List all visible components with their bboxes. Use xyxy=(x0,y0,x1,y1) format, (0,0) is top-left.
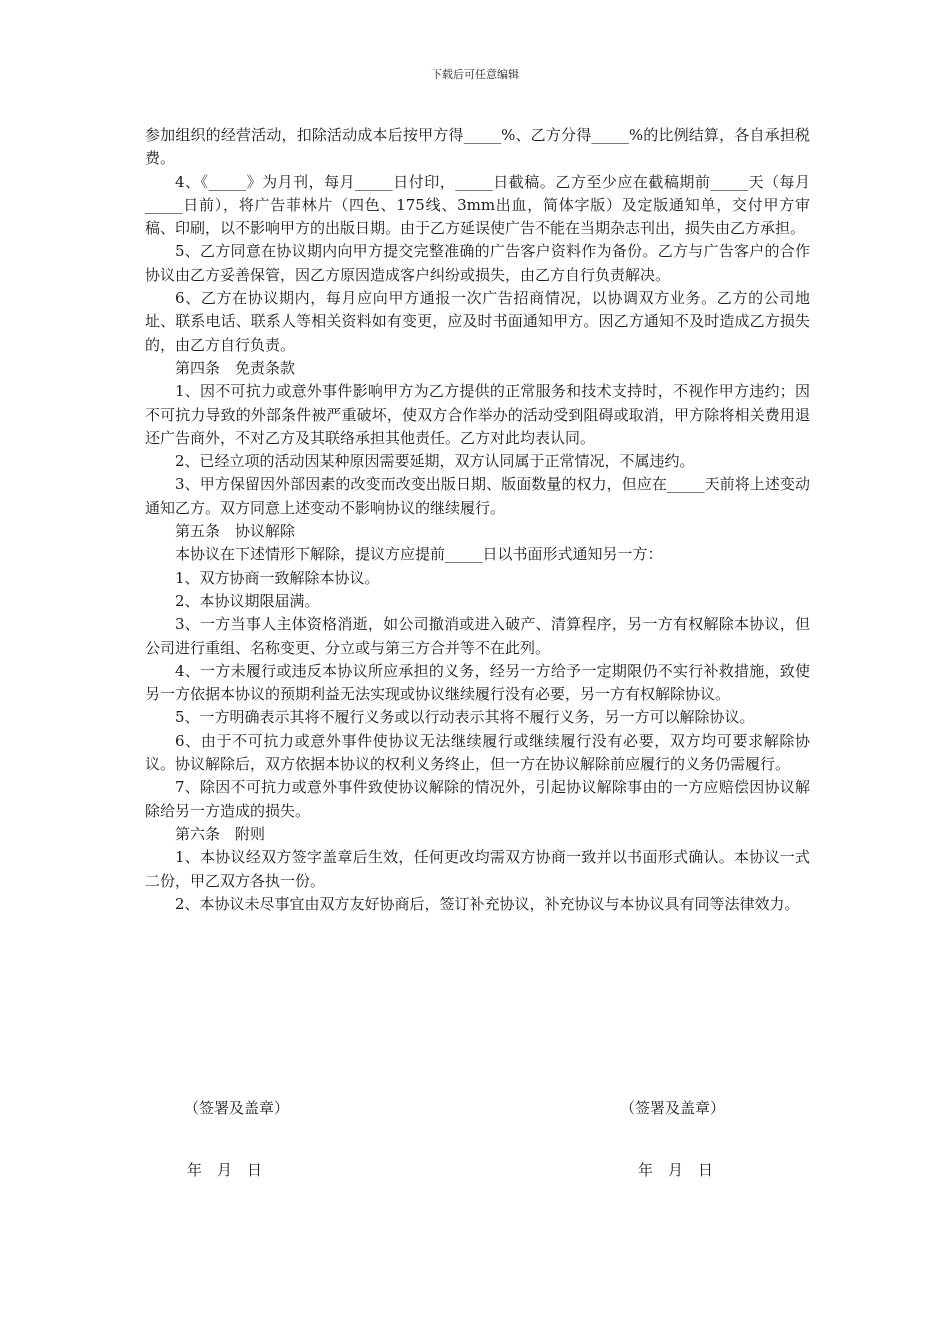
signature-label-left: （签署及盖章） xyxy=(184,1099,290,1117)
paragraph: 1、双方协商一致解除本协议。 xyxy=(175,568,380,587)
section-heading: 第五条 协议解除 xyxy=(175,522,296,541)
paragraph: 1、本协议经双方签字盖章后生效，任何更改均需双方协商一致并以书面形式确认。本协议一式二份，甲乙双方各执一份。 xyxy=(145,848,810,890)
page-header-note: 下载后可任意编辑 xyxy=(431,68,519,81)
paragraph: 本协议在下述情形下解除，提议方应提前_____日以书面形式通知另一方： xyxy=(175,545,663,564)
date-line-right: 年 月 日 xyxy=(638,1161,714,1179)
paragraph: 3、一方当事人主体资格消逝，如公司撤消或进入破产、清算程序，另一方有权解除本协议，但公司进行重组、名称变更、分立或与第三方合并等不在此列。 xyxy=(145,615,810,657)
contract-body xyxy=(145,124,810,916)
paragraph: 4、一方未履行或违反本协议所应承担的义务，经另一方给予一定期限仍不实行补救措施，致使另一方依据本协议的预期利益无法实现或协议继续履行没有必要，另一方有权解除协议。 xyxy=(145,661,810,704)
paragraph: 2、已经立项的活动因某种原因需要延期，双方认同属于正常情况，不属违约。 xyxy=(175,452,695,471)
paragraph: 2、本协议期限届满。 xyxy=(175,591,320,610)
paragraph: 5、一方明确表示其将不履行义务或以行动表示其将不履行义务，另一方可以解除协议。 xyxy=(175,708,755,727)
paragraph: 6、乙方在协议期内，每月应向甲方通报一次广告招商情况，以协调双方业务。乙方的公司地址、联系电话、联系人等相关资料如有变更，应及时书面通知甲方。因乙方通知不及时造成乙方损失的，由乙方自行负责。 xyxy=(145,289,810,354)
paragraph: 参加组织的经营活动，扣除活动成本后按甲方得_____%、乙方分得_____%的比例结算，各自承担税费。 xyxy=(145,126,810,168)
section-heading: 第四条 免责条款 xyxy=(175,358,296,377)
paragraph: 6、由于不可抗力或意外事件使协议无法继续履行或继续履行没有必要，双方均可要求解除协议。协议解除后，双方依据本协议的权利义务终止，但一方在协议解除前应履行的义务仍需履行。 xyxy=(145,731,810,774)
paragraph: 3、甲方保留因外部因素的改变而改变出版日期、版面数量的权力，但应在_____天前将上述变动通知乙方。双方同意上述变动不影响协议的继续履行。 xyxy=(145,475,810,517)
paragraph: 4、《_____》为月刊，每月_____日付印，_____日截稿。乙方至少应在截稿期前_____天（每月_____日前），将广告菲林片（四色、175线、3mm出血，简体字版）及定版通知单，交付甲方审稿、印刷，以不影响甲方的出版日期。由于乙方延误使广告不能在当期杂志刊出，损失由乙方承担。 xyxy=(145,172,810,238)
signature-label-right: （签署及盖章） xyxy=(620,1099,726,1117)
paragraph: 7、除因不可抗力或意外事件致使协议解除的情况外，引起协议解除事由的一方应赔偿因协议解除给另一方造成的损失。 xyxy=(145,778,810,820)
date-line-left: 年 月 日 xyxy=(187,1161,263,1179)
paragraph: 1、因不可抗力或意外事件影响甲方为乙方提供的正常服务和技术支持时，不视作甲方违约；因不可抗力导致的外部条件被严重破坏，使双方合作举办的活动受到阻碍或取消，甲方除将相关费用退还广告商外，不对乙方及其联络承担其他责任。乙方对此均表认同。 xyxy=(145,382,810,447)
paragraph: 5、乙方同意在协议期内向甲方提交完整准确的广告客户资料作为备份。乙方与广告客户的合作协议由乙方妥善保管，因乙方原因造成客户纠纷或损失，由乙方自行负责解决。 xyxy=(145,242,810,284)
paragraph: 2、本协议未尽事宜由双方友好协商后，签订补充协议，补充协议与本协议具有同等法律效力。 xyxy=(175,894,800,913)
section-heading: 第六条 附则 xyxy=(175,824,266,843)
